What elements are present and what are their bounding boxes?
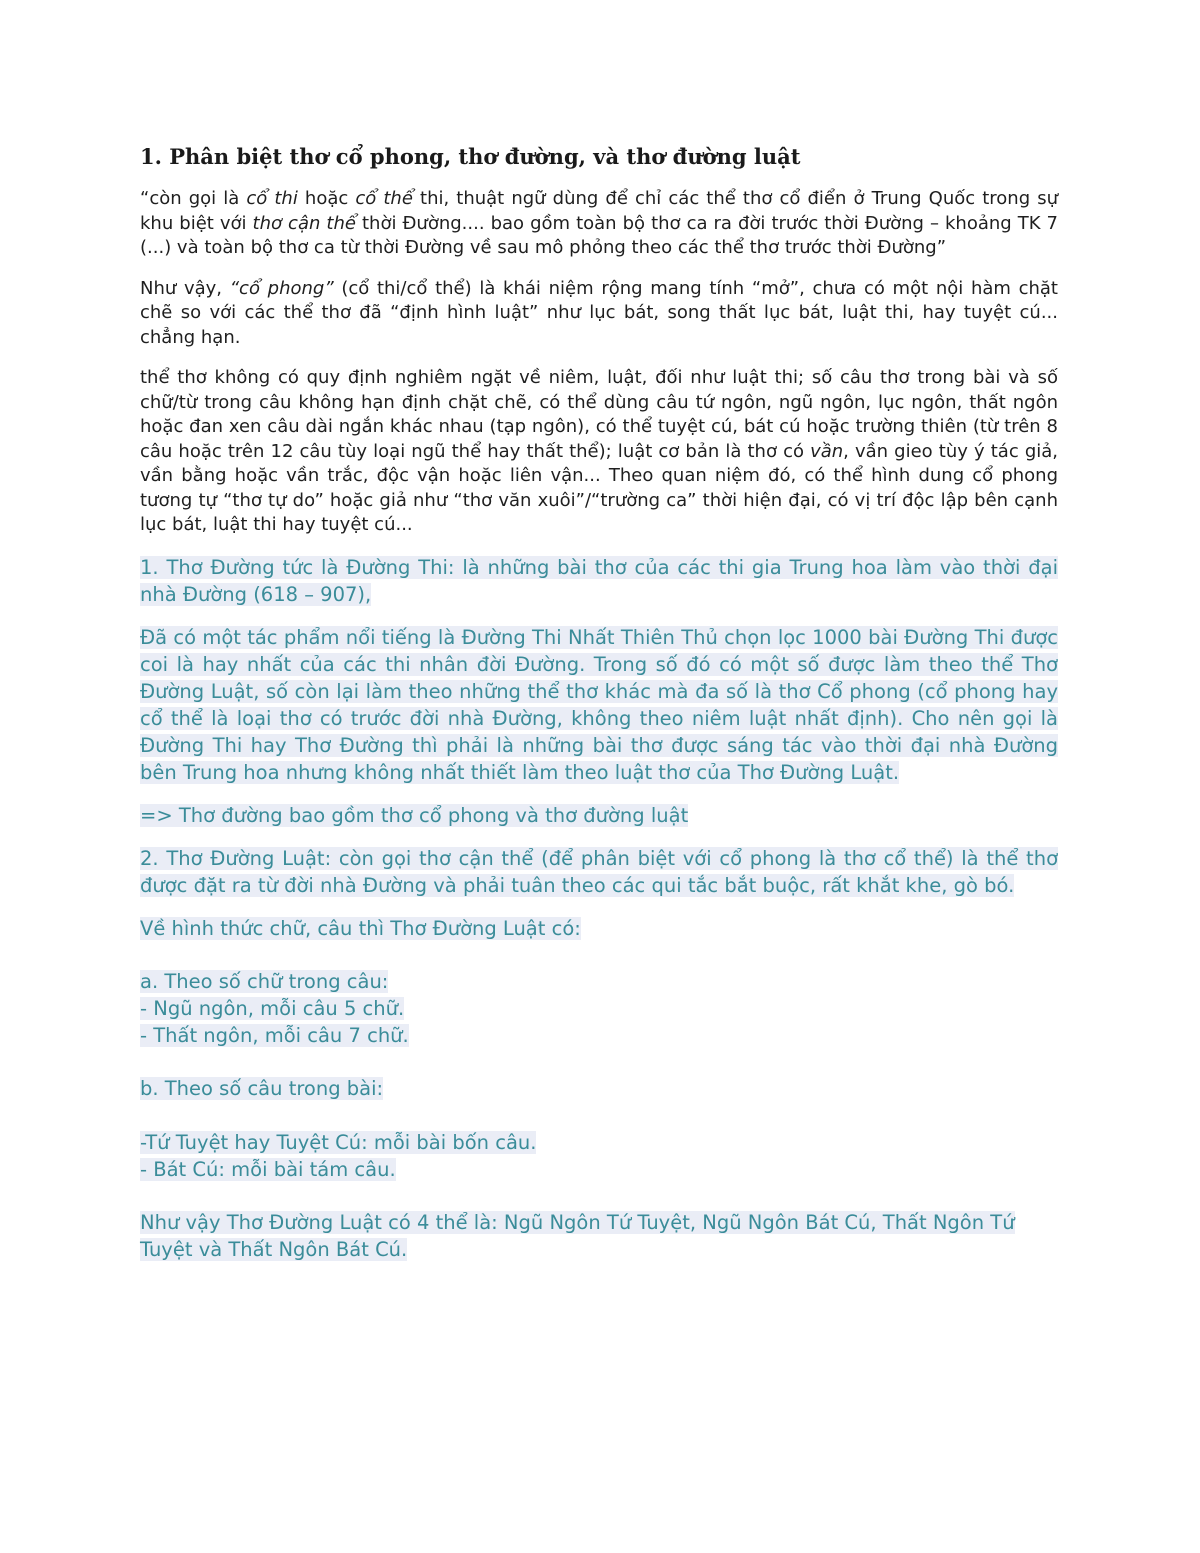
highlighted-text: - Thất ngôn, mỗi câu 7 chữ. — [140, 1023, 409, 1047]
paragraph-four-forms — [140, 1209, 1058, 1263]
highlighted-text: 1. Thơ Đường tức là Đường Thi: là những bài thơ của các thi gia Trung hoa làm vào thời đại nhà Đường (618 – 907), — [140, 555, 1058, 606]
highlighted-text: b. Theo số câu trong bài: — [140, 1076, 384, 1100]
highlighted-text: -Tứ Tuyệt hay Tuyệt Cú: mỗi bài bốn câu. — [140, 1130, 537, 1154]
paragraph-tho-duong — [140, 554, 1058, 608]
italic-term: cổ thi — [246, 188, 298, 209]
text-run: , vần gieo tùy ý tác giả, vần bằng hoặc vần trắc, độc vận hoặc liên vận... Theo quan niệm đó, có thể hình dung cổ phong tương tự “thơ tự do” hoặc giả như “thơ văn xuôi”/“trường ca” thời hiện đại, có vị trí độc lập bên cạnh lục bát, luật thi hay tuyệt cú... — [140, 440, 1058, 535]
highlighted-text: 2. Thơ Đường Luật: còn gọi thơ cận thể (để phân biệt với cổ phong là thơ cổ thể) là thể thơ được đặt ra từ đời nhà Đường và phải tuân theo các qui tắc bắt buộc, rất khắt khe, gò bó. — [140, 846, 1058, 897]
list-line-count — [140, 1075, 1058, 1183]
text-run: thể thơ không có quy định nghiêm ngặt về niêm, luật, đối như luật thi; số câu thơ trong bài và số chữ/từ trong câu không hạn định chặt chẽ, có thể dùng câu tứ ngôn, ngũ ngôn, lục ngôn, thất ngôn hoặc đan xen câu dài ngắn khác nhau (tạp ngôn), có thể tuyệt cú, bát cú hoặc trường thiên (từ trên 8 câu hoặc trên 12 câu tùy loại ngũ thể hay thất thể); luật cơ bản là thơ có — [140, 367, 1058, 462]
italic-term: cổ thể — [355, 188, 413, 209]
text-run: (cổ thi/cổ thể) là khái niệm rộng mang tính “mở”, chưa có một nội hàm chặt chẽ so với các thể thơ đã “định hình luật” như lục bát, song thất lục bát, luật thi, hay tuyệt cú... chẳng hạn. — [140, 277, 1058, 348]
highlighted-text: - Ngũ ngôn, mỗi câu 5 chữ. — [140, 996, 405, 1020]
highlighted-text: => Thơ đường bao gồm thơ cổ phong và thơ đường luật — [140, 803, 689, 827]
highlighted-text: Như vậy Thơ Đường Luật có 4 thể là: Ngũ Ngôn Tứ Tuyệt, Ngũ Ngôn Bát Cú, Thất Ngôn Tứ Tuyệt và Thất Ngôn Bát Cú. — [140, 1210, 1015, 1261]
text-run: hoặc — [297, 188, 356, 209]
paragraph-definition — [140, 187, 1058, 261]
highlighted-text: - Bát Cú: mỗi bài tám câu. — [140, 1157, 396, 1181]
list-item — [140, 1022, 1058, 1049]
highlighted-text: a. Theo số chữ trong câu: — [140, 969, 389, 993]
paragraph-duong-thi-anthology — [140, 624, 1058, 786]
list-title — [140, 968, 1058, 995]
text-run: Như vậy, — [140, 277, 230, 299]
document-heading: 1. Phân biệt thơ cổ phong, thơ đường, và thơ đường luật — [140, 144, 801, 169]
paragraph-characteristics — [140, 366, 1058, 538]
paragraph-form-intro — [140, 915, 1058, 942]
italic-term: thơ cận thể — [252, 212, 356, 234]
list-word-count — [140, 968, 1058, 1049]
italic-term: “cổ phong” — [229, 277, 334, 299]
paragraph-tho-duong-luat — [140, 845, 1058, 899]
list-item — [140, 1129, 1058, 1156]
list-item — [140, 1156, 1058, 1183]
text-run: thi, thuật ngữ dùng để chỉ các thể thơ cổ điển ở Trung Quốc trong sự khu biệt với — [140, 188, 1059, 234]
document-page — [140, 140, 1058, 1279]
list-title — [140, 1075, 1058, 1102]
paragraph-co-phong — [140, 277, 1058, 351]
list-item — [140, 995, 1058, 1022]
highlighted-text: Đã có một tác phẩm nổi tiếng là Đường Thi Nhất Thiên Thủ chọn lọc 1000 bài Đường Thi được coi là hay nhất của các thi nhân đời Đường. Trong số đó có một số được làm theo thể Thơ Đường Luật, số còn lại làm theo những thể thơ khác mà đa số là thơ Cổ phong (cổ phong hay cổ thể là loại thơ có trước đời nhà Đường, không theo niêm luật nhất định). Cho nên gọi là Đường Thi hay Thơ Đường thì phải là những bài thơ được sáng tác vào thời đại nhà Đường bên Trung hoa nhưng không nhất thiết làm theo luật thơ của Thơ Đường Luật. — [140, 625, 1058, 784]
paragraph-conclusion-arrow — [140, 802, 1058, 829]
italic-term: vần — [810, 440, 844, 462]
text-run: “còn gọi là — [140, 188, 247, 209]
text-run: thời Đường.... bao gồm toàn bộ thơ ca ra đời trước thời Đường – khoảng TK 7 (...) và toàn bộ thơ ca từ thời Đường về sau mô phỏng theo các thể thơ trước thời Đường” — [140, 212, 1059, 258]
highlighted-text: Về hình thức chữ, câu thì Thơ Đường Luật có: — [140, 916, 581, 940]
